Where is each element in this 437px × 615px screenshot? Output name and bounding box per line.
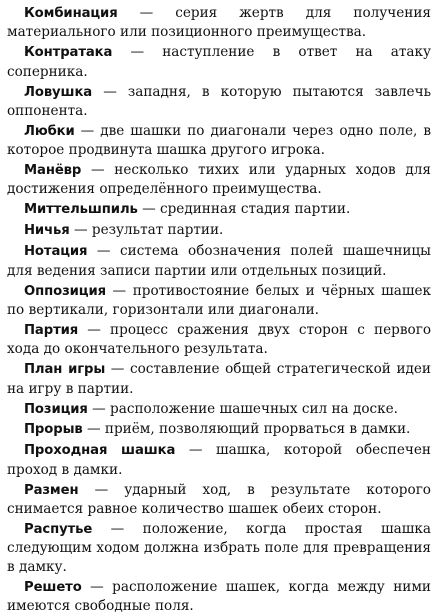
- glossary-term: Размен: [24, 482, 79, 498]
- glossary-term: Позиция: [24, 401, 88, 417]
- glossary-definition: — расположение шашек, когда между ними имеются свободные поля.: [7, 578, 431, 614]
- glossary-entry-proryv: [7, 420, 431, 439]
- glossary-entry-pozitsiya: [7, 400, 431, 419]
- glossary-entry-rasputye: [7, 520, 431, 576]
- glossary-definition: — расположение шашечных сил на доске.: [87, 400, 398, 417]
- glossary-definition: — составление общей стратегической идеи на игру в партии.: [7, 361, 431, 397]
- glossary-definition: — приём, позволяющий прорваться в дамки.: [82, 421, 411, 438]
- glossary-term: Манёвр: [24, 163, 82, 179]
- glossary-term: Оппозиция: [24, 283, 106, 299]
- glossary-definition: — серия жертв для получения материального или позиционного преимущества.: [7, 5, 431, 41]
- glossary-entry-lovushka: [7, 83, 431, 121]
- glossary-entry-resheto: [7, 578, 431, 615]
- glossary-definition: — ударный ход, в результате которого снимается равное количество шашек обеих сторон.: [7, 481, 431, 518]
- glossary-term: Ничья: [24, 223, 70, 239]
- glossary-term: Комбинация: [24, 6, 118, 21]
- glossary-entry-partiya: [7, 321, 431, 359]
- glossary-definition: — шашка, которой обеспечен проход в дамки.: [7, 442, 431, 478]
- glossary-entry-notatsiya: [7, 242, 431, 280]
- glossary-term: Миттельшпиль: [24, 202, 138, 218]
- glossary-entry-mittelshpil: [7, 200, 431, 219]
- glossary-entry-plan-igry: [7, 360, 431, 398]
- glossary-term: Любки: [24, 123, 75, 139]
- glossary-definition: — результат партии.: [69, 222, 224, 239]
- glossary-entry-kombinatsiya: [7, 4, 431, 42]
- glossary-definition: — процесс сражения двух сторон с первого хода до окончательного результата.: [7, 321, 431, 358]
- glossary-term: Партия: [24, 322, 79, 338]
- glossary-definition: — система обозначения полей шашечницы для ведения записи партии или отдельных позиций.: [7, 243, 431, 279]
- glossary-definition: — западня, в которую пытаются завлечь оппонента.: [7, 83, 431, 119]
- glossary-term: Нотация: [24, 244, 88, 260]
- glossary-entry-lyubki: [7, 122, 431, 160]
- glossary-term: Прорыв: [24, 422, 83, 438]
- glossary-entry-kontrataka: [7, 43, 431, 81]
- glossary-term: Распутье: [24, 522, 93, 538]
- glossary-definition: — срединная стадия партии.: [137, 201, 351, 218]
- glossary-term: План игры: [24, 362, 106, 378]
- glossary-entry-oppozitsiya: [7, 282, 431, 320]
- glossary-entry-nichya: [7, 221, 431, 240]
- glossary-entry-manevr: [7, 161, 431, 199]
- glossary-definition: — положение, когда простая шашка следующим ходом должна избрать поле для превращения в дамку.: [7, 521, 431, 575]
- glossary-entry-razmen: [7, 481, 431, 519]
- glossary-entry-prokhodnaya-shashka: [7, 441, 431, 479]
- glossary-definition: — противостояние белых и чёрных шашек по вертикали, горизонтали или диагонали.: [7, 282, 431, 318]
- glossary-definition: — несколько тихих или ударных ходов для достижения определённого преимущества.: [7, 162, 431, 198]
- glossary-definition: — две шашки по диагонали через одно поле, в которое продвинута шашка другого игрока.: [7, 122, 431, 159]
- glossary-definition: — наступление в ответ на атаку соперника.: [7, 44, 431, 80]
- glossary-term: Контратака: [24, 45, 113, 61]
- glossary-term: Решето: [24, 579, 82, 595]
- glossary-term: Ловушка: [24, 84, 93, 100]
- glossary-term: Проходная шашка: [24, 443, 176, 459]
